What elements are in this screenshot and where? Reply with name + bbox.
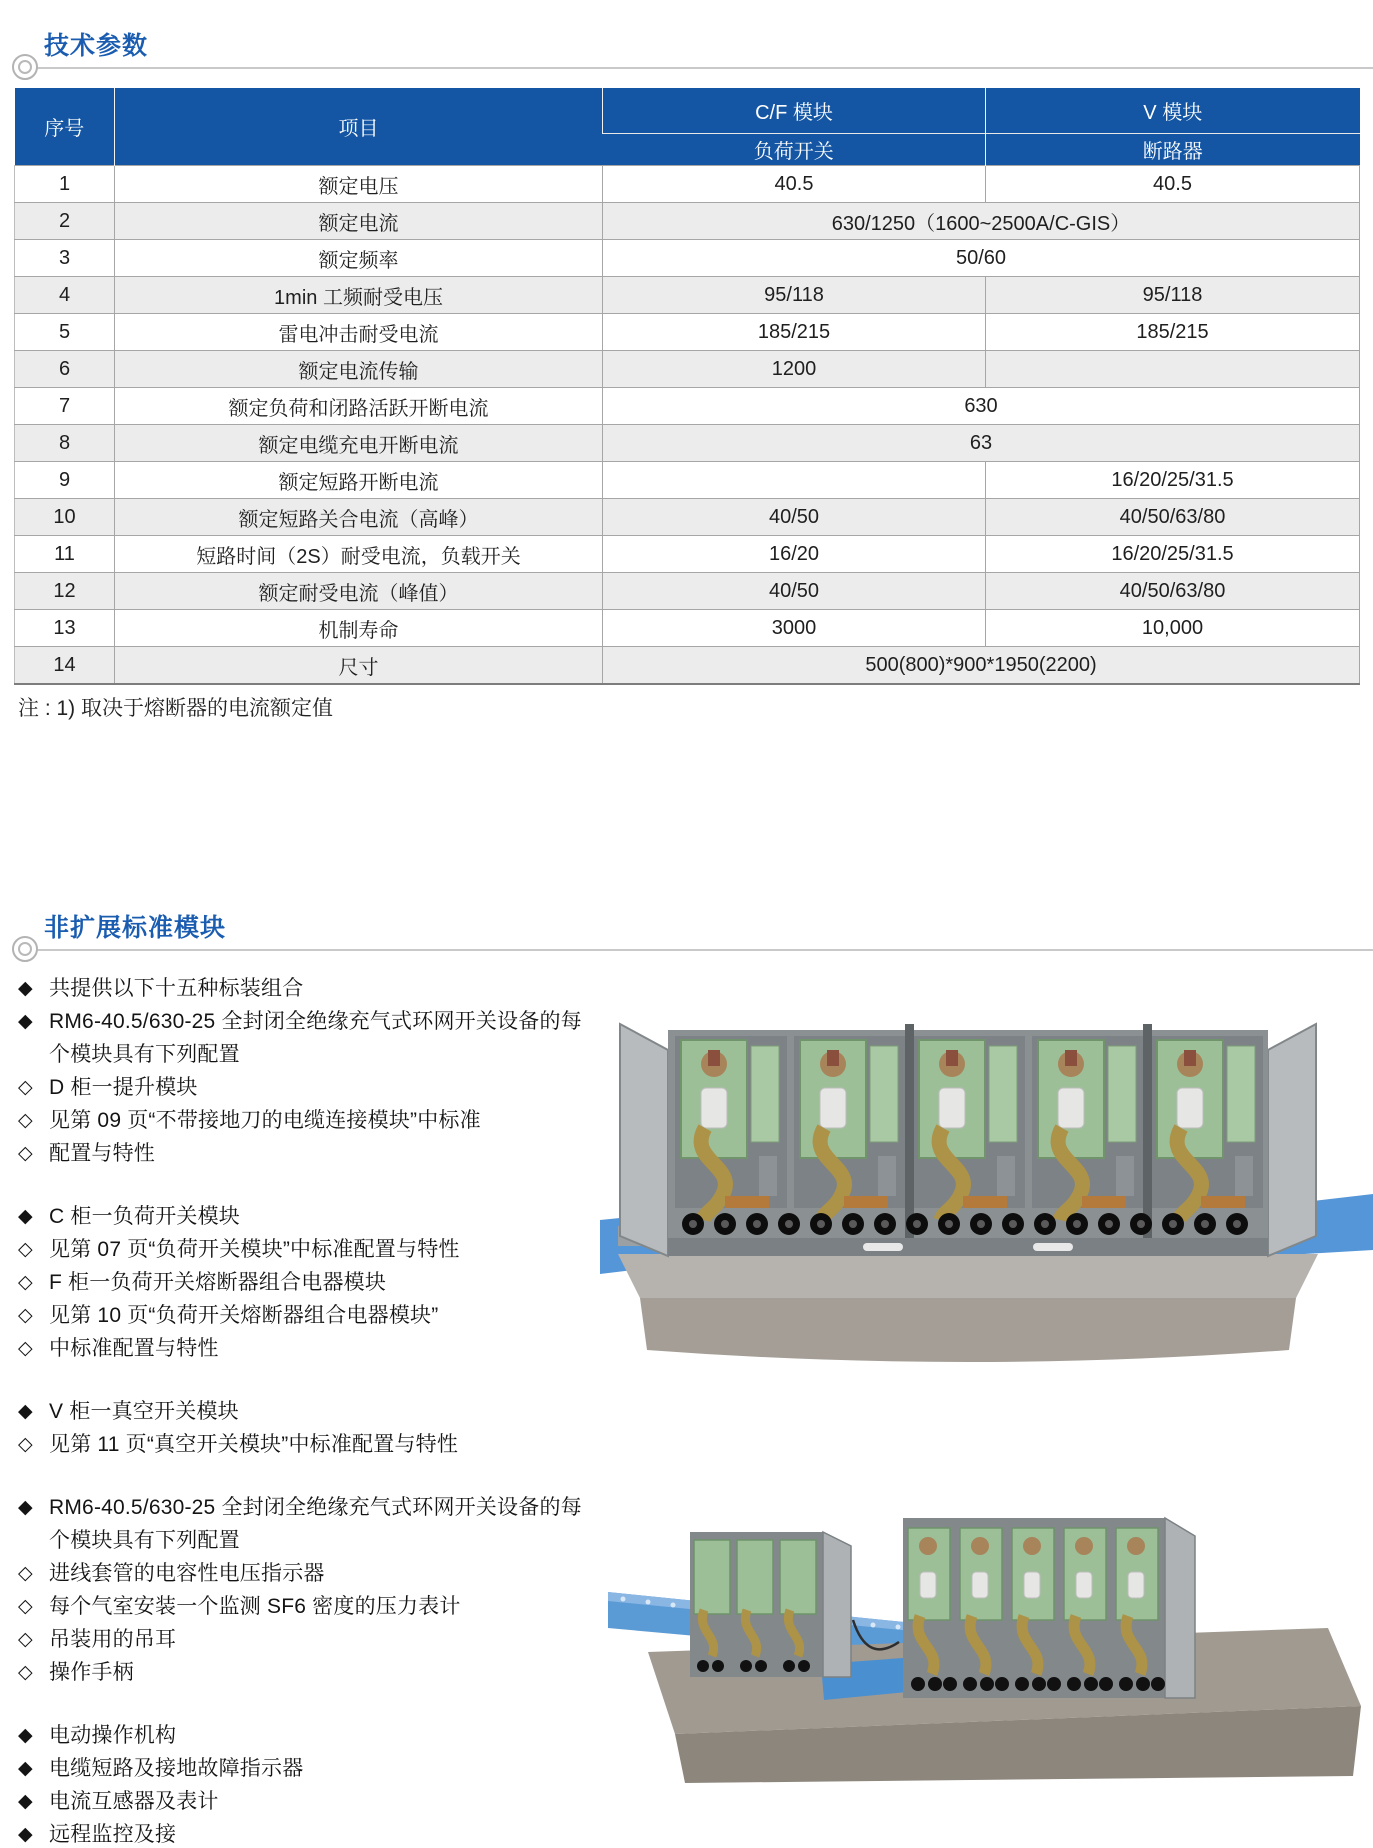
row-no: 1 (15, 166, 115, 203)
spec-table (14, 88, 1360, 685)
section1-title: 技术参数 (44, 32, 149, 60)
row-no: 6 (15, 351, 115, 388)
cf-value-cell: 3000 (603, 610, 986, 647)
diamond-filled-icon: ◆ (18, 1824, 33, 1845)
list-item (18, 1590, 566, 1623)
list-item-text: D 柜一提升模块 (49, 1076, 198, 1099)
table-row (15, 536, 1360, 573)
diamond-hollow-icon: ◇ (18, 1143, 33, 1164)
item-cell: 短路时间（2S）耐受电流，负载开关 (115, 536, 603, 573)
col-header-item: 项目 (115, 88, 603, 166)
diamond-filled-icon: ◆ (18, 1011, 33, 1032)
list-item-text: 每个气室安装一个监测 SF6 密度的压力表计 (49, 1595, 461, 1618)
cf-value-cell (603, 462, 986, 499)
list-item (18, 1524, 566, 1557)
diamond-filled-icon: ◆ (18, 1725, 33, 1746)
list-item-text: C 柜一负荷开关模块 (49, 1205, 240, 1228)
item-cell: 额定电压 (115, 166, 603, 203)
diamond-hollow-icon: ◇ (18, 1563, 33, 1584)
table-row (15, 647, 1360, 685)
row-no: 12 (15, 573, 115, 610)
v-value-cell: 10,000 (986, 610, 1360, 647)
list-item-text: 见第 07 页“负荷开关模块”中标准配置与特性 (49, 1238, 460, 1261)
list-item-text: 见第 11 页“真空开关模块”中标准配置与特性 (49, 1433, 459, 1456)
row-no: 2 (15, 203, 115, 240)
list-item (18, 1266, 566, 1299)
list-item-text: 电缆短路及接地故障指示器 (49, 1757, 304, 1780)
list-item-text: 电流互感器及表计 (49, 1790, 219, 1813)
list-item (18, 1752, 566, 1785)
cf-value-cell: 1200 (603, 351, 986, 388)
table-row (15, 166, 1360, 203)
diamond-hollow-icon: ◇ (18, 1272, 33, 1293)
item-cell: 雷电冲击耐受电流 (115, 314, 603, 351)
item-cell: 额定电流 (115, 203, 603, 240)
col-header-v: V 模块 (986, 88, 1360, 134)
subheader-cf: 负荷开关 (603, 134, 986, 166)
merged-value-cell: 630 (603, 388, 1360, 425)
table-header-row (15, 88, 1360, 134)
list-item-text: 中标准配置与特性 (49, 1337, 219, 1360)
row-no: 3 (15, 240, 115, 277)
v-value-cell: 95/118 (986, 277, 1360, 314)
diamond-filled-icon: ◆ (18, 1206, 33, 1227)
table-row (15, 610, 1360, 647)
list-item-text: 个模块具有下列配置 (49, 1043, 240, 1066)
diamond-hollow-icon: ◇ (18, 1434, 33, 1455)
item-cell: 额定频率 (115, 240, 603, 277)
table-row (15, 203, 1360, 240)
list-item-text: 吊装用的吊耳 (49, 1628, 177, 1651)
merged-value-cell: 630/1250（1600~2500A/C-GIS） (603, 203, 1360, 240)
row-no: 14 (15, 647, 115, 685)
row-no: 4 (15, 277, 115, 314)
list-item (18, 1038, 566, 1071)
v-value-cell: 40/50/63/80 (986, 499, 1360, 536)
col-header-cf: C/F 模块 (603, 88, 986, 134)
list-item-text: F 柜一负荷开关熔断器组合电器模块 (49, 1271, 387, 1294)
list-item-text: 见第 10 页“负荷开关熔断器组合电器模块” (49, 1304, 439, 1327)
section2-title: 非扩展标准模块 (44, 914, 227, 942)
list-item (18, 1656, 566, 1689)
item-cell: 额定耐受电流（峰值） (115, 573, 603, 610)
list-item-text: 见第 09 页“不带接地刀的电缆连接模块”中标准 (49, 1109, 481, 1132)
v-value-cell: 40/50/63/80 (986, 573, 1360, 610)
list-item-text: 个模块具有下列配置 (49, 1529, 240, 1552)
v-value-cell (986, 351, 1360, 388)
diamond-filled-icon: ◆ (18, 1758, 33, 1779)
list-item (18, 1200, 566, 1233)
list-item (18, 1428, 566, 1461)
cf-value-cell: 40.5 (603, 166, 986, 203)
table-row (15, 499, 1360, 536)
row-no: 5 (15, 314, 115, 351)
list-item (18, 1785, 566, 1818)
table-row (15, 314, 1360, 351)
item-cell: 额定短路关合电流（高峰） (115, 499, 603, 536)
list-item (18, 1104, 566, 1137)
row-no: 9 (15, 462, 115, 499)
list-item (18, 1719, 566, 1752)
diamond-filled-icon: ◆ (18, 1401, 33, 1422)
v-value-cell: 16/20/25/31.5 (986, 462, 1360, 499)
table-row (15, 425, 1360, 462)
v-value-cell: 185/215 (986, 314, 1360, 351)
ring-marker-icon (12, 54, 38, 80)
item-cell: 额定电流传输 (115, 351, 603, 388)
table-row (15, 388, 1360, 425)
cf-value-cell: 185/215 (603, 314, 986, 351)
diamond-hollow-icon: ◇ (18, 1077, 33, 1098)
switchgear-photo-1 (563, 858, 1373, 1373)
list-item (18, 1137, 566, 1170)
cf-value-cell: 95/118 (603, 277, 986, 314)
diamond-hollow-icon: ◇ (18, 1305, 33, 1326)
v-value-cell: 40.5 (986, 166, 1360, 203)
row-no: 7 (15, 388, 115, 425)
list-item (18, 1818, 566, 1848)
list-item (18, 972, 566, 1005)
diamond-hollow-icon: ◇ (18, 1662, 33, 1683)
list-item (18, 1071, 566, 1104)
item-cell: 1min 工频耐受电压 (115, 277, 603, 314)
diamond-hollow-icon: ◇ (18, 1110, 33, 1131)
cf-value-cell: 16/20 (603, 536, 986, 573)
list-item-text: RM6-40.5/630-25 全封闭全绝缘充气式环网开关设备的每 (49, 1010, 582, 1033)
table-row (15, 462, 1360, 499)
feature-list (18, 972, 582, 1848)
list-item (18, 1299, 566, 1332)
list-item-text: RM6-40.5/630-25 全封闭全绝缘充气式环网开关设备的每 (49, 1496, 582, 1519)
row-no: 8 (15, 425, 115, 462)
item-cell: 额定负荷和闭路活跃开断电流 (115, 388, 603, 425)
table-row (15, 351, 1360, 388)
diamond-hollow-icon: ◇ (18, 1338, 33, 1359)
item-cell: 机制寿命 (115, 610, 603, 647)
item-cell: 额定短路开断电流 (115, 462, 603, 499)
row-no: 11 (15, 536, 115, 573)
cf-value-cell: 40/50 (603, 499, 986, 536)
list-item-text: 进线套管的电容性电压指示器 (49, 1562, 325, 1585)
list-item (18, 1395, 566, 1428)
section1-header (0, 26, 1373, 86)
list-item-text: V 柜一真空开关模块 (49, 1400, 239, 1423)
row-no: 13 (15, 610, 115, 647)
item-cell: 尺寸 (115, 647, 603, 685)
list-item (18, 1332, 566, 1365)
merged-value-cell: 50/60 (603, 240, 1360, 277)
list-item (18, 1491, 582, 1524)
row-no: 10 (15, 499, 115, 536)
table-row (15, 573, 1360, 610)
list-item (18, 1557, 566, 1590)
diamond-hollow-icon: ◇ (18, 1239, 33, 1260)
list-item-text: 远程监控及接 (49, 1823, 177, 1846)
list-item-text: 操作手柄 (49, 1661, 134, 1684)
diamond-filled-icon: ◆ (18, 978, 33, 999)
table-note: 注 : 1) 取决于熔断器的电流额定值 (18, 697, 334, 720)
merged-value-cell: 63 (603, 425, 1360, 462)
list-item (18, 1233, 566, 1266)
list-item (18, 1623, 566, 1656)
diamond-hollow-icon: ◇ (18, 1596, 33, 1617)
subheader-v: 断路器 (986, 134, 1360, 166)
diamond-filled-icon: ◆ (18, 1791, 33, 1812)
list-item-text: 电动操作机构 (49, 1724, 177, 1747)
v-value-cell: 16/20/25/31.5 (986, 536, 1360, 573)
item-cell: 额定电缆充电开断电流 (115, 425, 603, 462)
cf-value-cell: 40/50 (603, 573, 986, 610)
list-item-text: 配置与特性 (49, 1142, 155, 1165)
list-item-text: 共提供以下十五种标装组合 (49, 977, 304, 1000)
table-row (15, 277, 1360, 314)
merged-value-cell: 500(800)*900*1950(2200) (603, 647, 1360, 685)
ring-marker-icon (12, 936, 38, 962)
diamond-filled-icon: ◆ (18, 1497, 33, 1518)
diamond-hollow-icon: ◇ (18, 1629, 33, 1650)
section-rule (30, 67, 1373, 69)
table-row (15, 240, 1360, 277)
list-item (18, 1005, 582, 1038)
switchgear-photo-2 (553, 1480, 1373, 1805)
col-header-no: 序号 (15, 88, 115, 166)
